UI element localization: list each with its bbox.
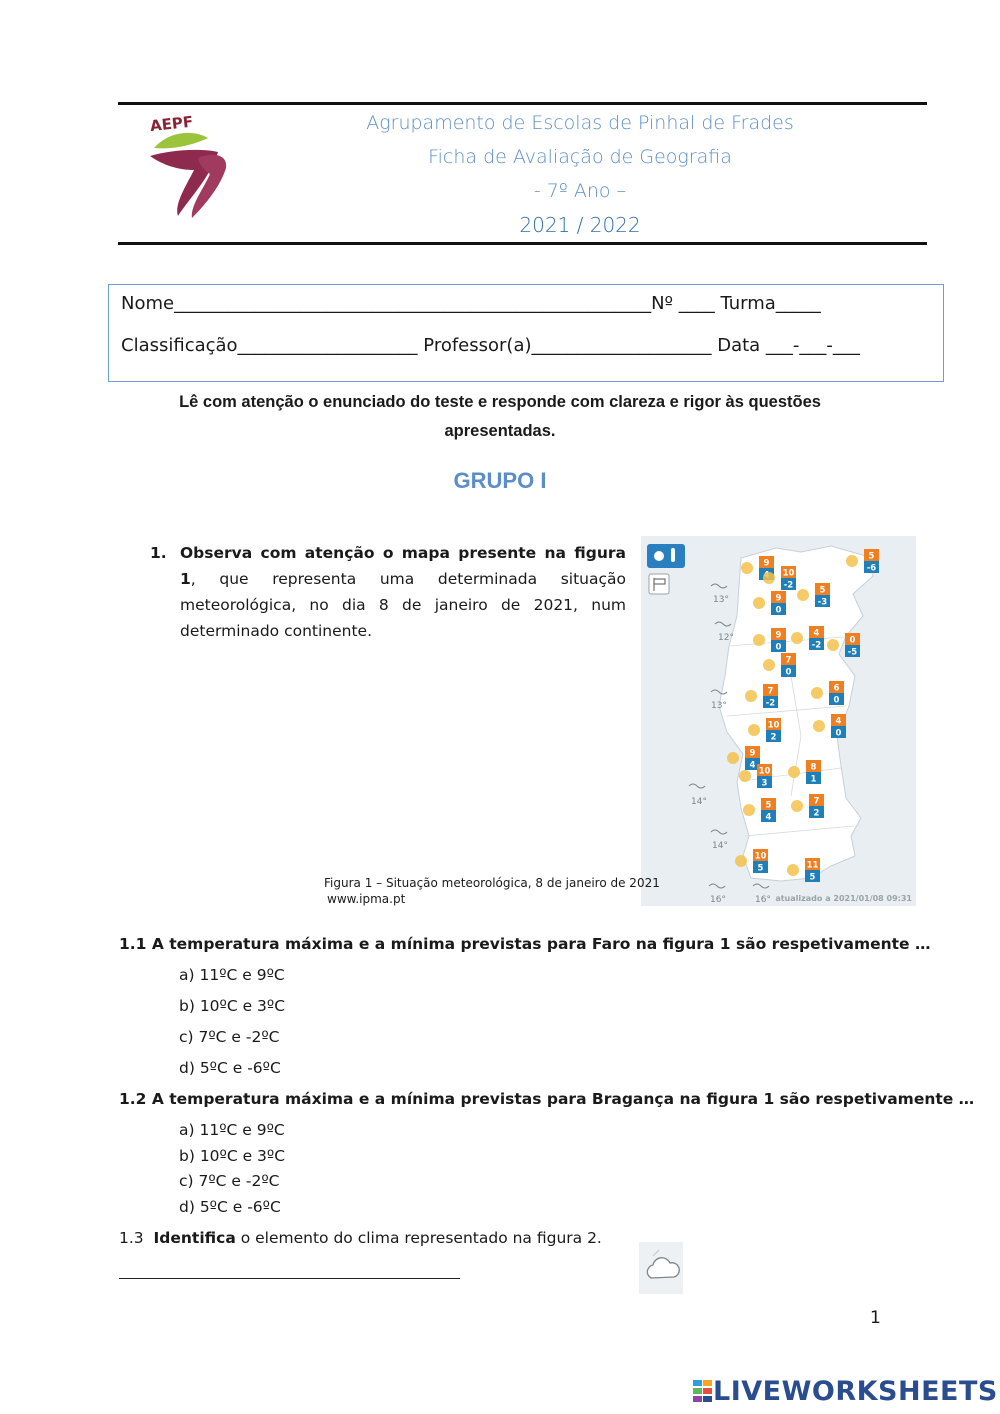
answer-line[interactable] — [119, 1278, 460, 1279]
q1-1-option-a[interactable]: a) 11ºC e 9ºC — [179, 966, 285, 984]
instructions — [150, 388, 850, 446]
weather-sun-icon — [743, 804, 755, 816]
weather-sun-icon — [727, 752, 739, 764]
max-temp-label: 11 — [806, 860, 819, 871]
max-temp-label: 5 — [868, 551, 875, 562]
max-temp-label: 4 — [813, 628, 820, 639]
weather-sun-icon — [811, 687, 823, 699]
school-logo — [140, 108, 240, 223]
max-temp-label: 7 — [813, 796, 820, 807]
figure-2-cloud-icon — [639, 1242, 683, 1294]
sea-temp: 12° — [718, 633, 734, 643]
weather-sun-icon — [741, 562, 753, 574]
student-info-box — [108, 284, 944, 382]
max-temp-label: 4 — [835, 716, 842, 727]
weather-sun-icon — [788, 766, 800, 778]
page-number: 1 — [870, 1308, 881, 1328]
map-update-stamp: atualizado a 2021/01/08 09:31 — [775, 894, 912, 903]
min-temp-label: 2 — [770, 732, 777, 743]
weather-sun-icon — [787, 864, 799, 876]
max-temp-label: 6 — [833, 683, 840, 694]
min-temp-label: -5 — [847, 647, 858, 658]
weather-sun-icon — [846, 555, 858, 567]
q1-1-option-b[interactable]: b) 10ºC e 3ºC — [179, 997, 286, 1015]
weather-sun-icon — [813, 720, 825, 732]
wave-icon — [753, 884, 769, 888]
weather-sun-icon — [753, 597, 765, 609]
question-1-3-bold: Identifica — [153, 1229, 236, 1247]
q1-2-option-c[interactable]: c) 7ºC e -2ºC — [179, 1172, 280, 1190]
max-temp-label: 9 — [775, 630, 782, 641]
q1-2-option-a[interactable]: a) 11ºC e 9ºC — [179, 1121, 285, 1139]
min-temp-label: 3 — [761, 778, 768, 789]
test-subject: Ficha de Avaliação de Geografia — [428, 146, 732, 168]
max-temp-label: 5 — [819, 585, 826, 596]
sea-temp: 16° — [710, 895, 726, 905]
wave-icon — [709, 884, 725, 888]
wave-icon — [715, 622, 731, 626]
min-temp-label: 5 — [809, 872, 816, 883]
question-1-2: 1.2 A temperatura máxima e a mínima previstas para Bragança na figura 1 são respetivamente … — [119, 1090, 975, 1108]
sea-temp: 14° — [712, 841, 728, 851]
min-temp-label: 2 — [813, 808, 820, 819]
weather-sun-icon — [791, 800, 803, 812]
figure-1-source: www.ipma.pt — [327, 892, 406, 906]
question-1 — [150, 540, 626, 644]
max-temp-label: 7 — [767, 686, 774, 697]
min-temp-label: 0 — [785, 667, 792, 678]
question-1-number: 1. — [150, 544, 167, 562]
wave-icon — [711, 584, 727, 588]
wave-icon — [711, 830, 727, 834]
grade-level: - 7º Ano – — [533, 180, 627, 202]
sea-temp: 13° — [711, 701, 727, 711]
max-temp-label: 7 — [785, 655, 792, 666]
weather-sun-icon — [735, 855, 747, 867]
sun-thermometer-icon — [647, 544, 685, 568]
max-temp-label: 5 — [765, 800, 772, 811]
question-1-1: 1.1 A temperatura máxima e a mínima previstas para Faro na figura 1 são respetivamente … — [119, 935, 931, 953]
weather-sun-icon — [791, 632, 803, 644]
q1-2-option-d[interactable]: d) 5ºC e -6ºC — [179, 1198, 281, 1216]
weather-sun-icon — [745, 690, 757, 702]
min-temp-label: 0 — [775, 642, 782, 653]
max-temp-label: 10 — [767, 720, 780, 731]
max-temp-label: 9 — [775, 593, 782, 604]
min-temp-label: -6 — [866, 563, 877, 574]
min-temp-label: -2 — [783, 580, 794, 591]
min-temp-label: 1 — [810, 774, 817, 785]
q1-2-option-b[interactable]: b) 10ºC e 3ºC — [179, 1147, 286, 1165]
max-temp-label: 10 — [758, 766, 771, 777]
weather-sun-icon — [763, 572, 775, 584]
question-1-3 — [119, 1229, 602, 1247]
liveworksheets-text: LIVEWORKSHEETS — [713, 1375, 998, 1407]
weather-sun-icon — [739, 770, 751, 782]
wave-icon — [689, 784, 705, 788]
header-bottom-rule — [118, 242, 927, 245]
weather-sun-icon — [748, 724, 760, 736]
figure-1-caption: Figura 1 – Situação meteorológica, 8 de janeiro de 2021 — [324, 876, 660, 890]
weather-map — [641, 536, 916, 906]
school-year: 2021 / 2022 — [519, 213, 641, 237]
sea-temp: 14° — [691, 797, 707, 807]
max-temp-label: 10 — [782, 568, 795, 579]
min-temp-label: -2 — [811, 640, 822, 651]
school-name: Agrupamento de Escolas de Pinhal de Frades — [366, 112, 794, 134]
min-temp-label: -3 — [817, 597, 828, 608]
liveworksheets-logo — [693, 1374, 998, 1408]
q1-1-option-c[interactable]: c) 7ºC e -2ºC — [179, 1028, 280, 1046]
max-temp-label: 10 — [754, 851, 767, 862]
min-temp-label: 0 — [833, 695, 840, 706]
portugal-land — [719, 546, 873, 881]
weather-sun-icon — [753, 634, 765, 646]
name-number-class-row[interactable]: Nome_____________________________________________________Nº ____ Turma_____ — [121, 293, 821, 314]
question-1-text: , que representa uma determinada situação meteorológica, no dia 8 de janeiro de 2021, num determinado continente. — [180, 570, 626, 640]
max-temp-label: 9 — [763, 558, 770, 569]
instructions-line-1: Lê com atenção o enunciado do teste e responde com clareza e rigor às questões — [179, 393, 821, 411]
min-temp-label: 4 — [749, 760, 756, 771]
question-1-bold: Observa com atenção o mapa presente na figura 1 — [180, 544, 626, 588]
min-temp-label: -2 — [765, 698, 776, 709]
max-temp-label: 0 — [849, 635, 856, 646]
grade-teacher-date-row[interactable]: Classificação____________________ Professor(a)____________________ Data ___-___-___ — [121, 335, 860, 356]
min-temp-label: 5 — [757, 863, 764, 874]
sea-temp: 16° — [755, 895, 771, 905]
min-temp-label: 0 — [775, 605, 782, 616]
group-title: GRUPO I — [453, 468, 547, 493]
max-temp-label: 9 — [749, 748, 756, 759]
min-temp-label: 0 — [835, 728, 842, 739]
min-temp-label: 4 — [765, 812, 772, 823]
instructions-line-2: apresentadas. — [444, 422, 556, 440]
weather-sun-icon — [763, 659, 775, 671]
question-1-3-number: 1.3 — [119, 1229, 144, 1247]
logo-text: AEPF — [149, 112, 194, 136]
question-1-3-text: o elemento do clima representado na figura 2. — [235, 1229, 602, 1247]
sea-temp: 13° — [713, 595, 729, 605]
weather-sun-icon — [797, 589, 809, 601]
max-temp-label: 8 — [810, 762, 817, 773]
q1-1-option-d[interactable]: d) 5ºC e -6ºC — [179, 1059, 281, 1077]
header-top-rule — [118, 102, 927, 105]
weather-sun-icon — [827, 639, 839, 651]
liveworksheets-icon — [693, 1380, 713, 1402]
